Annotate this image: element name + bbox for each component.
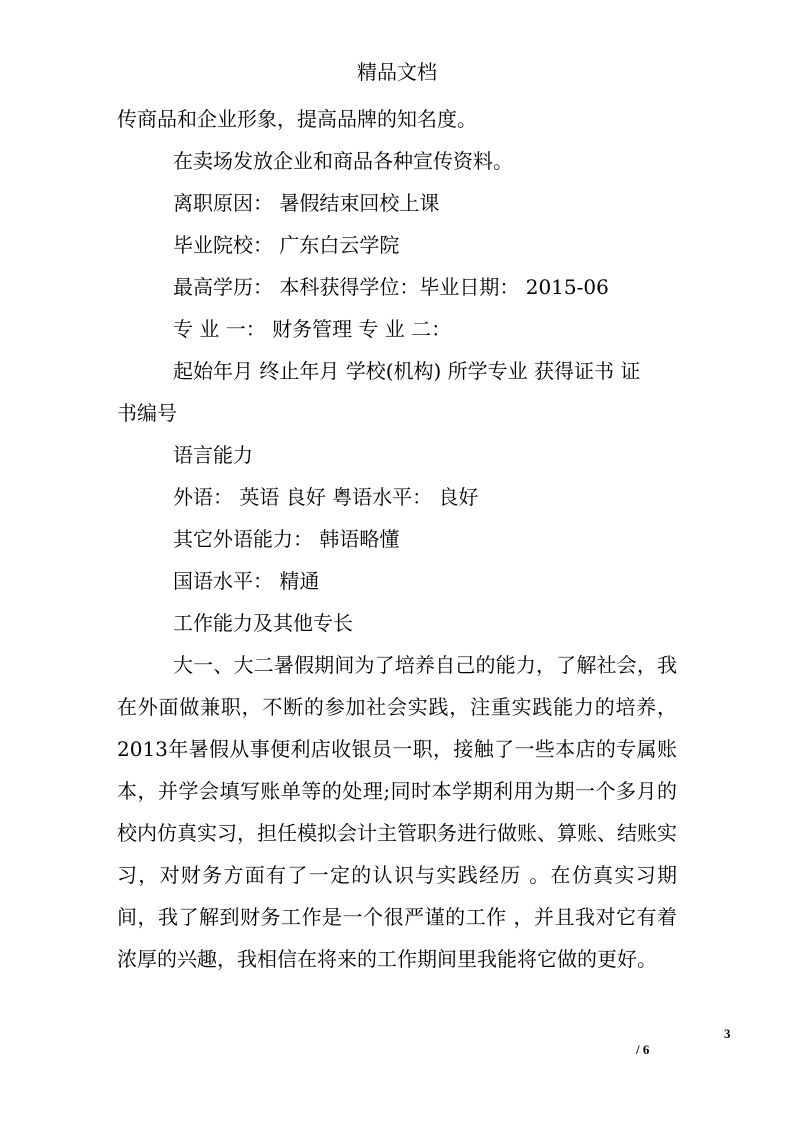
text-line-graduated-school: 毕业院校： 广东白云学院 bbox=[173, 233, 400, 257]
text-line-brand-awareness: 传商品和企业形象，提高品牌的知名度。 bbox=[117, 107, 477, 131]
text-line-leave-reason: 离职原因： 暑假结束回校上课 bbox=[173, 191, 440, 215]
page-header-title: 精品文档 bbox=[357, 60, 437, 84]
text-line-certificate-number: 书编号 bbox=[117, 401, 177, 425]
text-line-foreign-language: 外语： 英语 良好 粤语水平： 良好 bbox=[173, 485, 479, 509]
section-heading-work-skills: 工作能力及其他专长 bbox=[173, 611, 353, 635]
text-line-education-columns: 起始年月 终止年月 学校(机构) 所学专业 获得证书 证 bbox=[173, 359, 641, 383]
page-number: 3 bbox=[724, 1026, 731, 1041]
text-line-majors: 专 业 一： 财务管理 专 业 二： bbox=[173, 317, 452, 341]
text-line-highest-degree: 最高学历： 本科获得学位：毕业日期： 2015-06 bbox=[173, 275, 609, 299]
text-line-mandarin-level: 国语水平： 精通 bbox=[173, 569, 320, 593]
text-line-promo-materials: 在卖场发放企业和商品各种宣传资料。 bbox=[173, 149, 513, 173]
work-experience-paragraph: 大一、大二暑假期间为了培养自己的能力，了解社会，我在外面做兼职，不断的参加社会实践，注重实践能力的培养，2013年暑假从事便利店收银员一职，接触了一些本店的专属账本，并学会填写账单等的处理;同时本学期利用为期一个多月的校内仿真实习，担任模拟会计主管职务进行做账、算账、结账实习，对财务方面有了一定的认识与实践经历 。在仿真实习期间，我了解到财务工作是一个很严谨的工作 ，并且我对它有着浓厚的兴趣，我相信在将来的工作期间里我能将它做的更好。 bbox=[117, 653, 677, 971]
page-total: / 6 bbox=[636, 1042, 650, 1057]
text-line-other-language: 其它外语能力： 韩语略懂 bbox=[173, 527, 400, 551]
document-body bbox=[117, 98, 677, 980]
section-heading-language-skills: 语言能力 bbox=[173, 443, 253, 467]
